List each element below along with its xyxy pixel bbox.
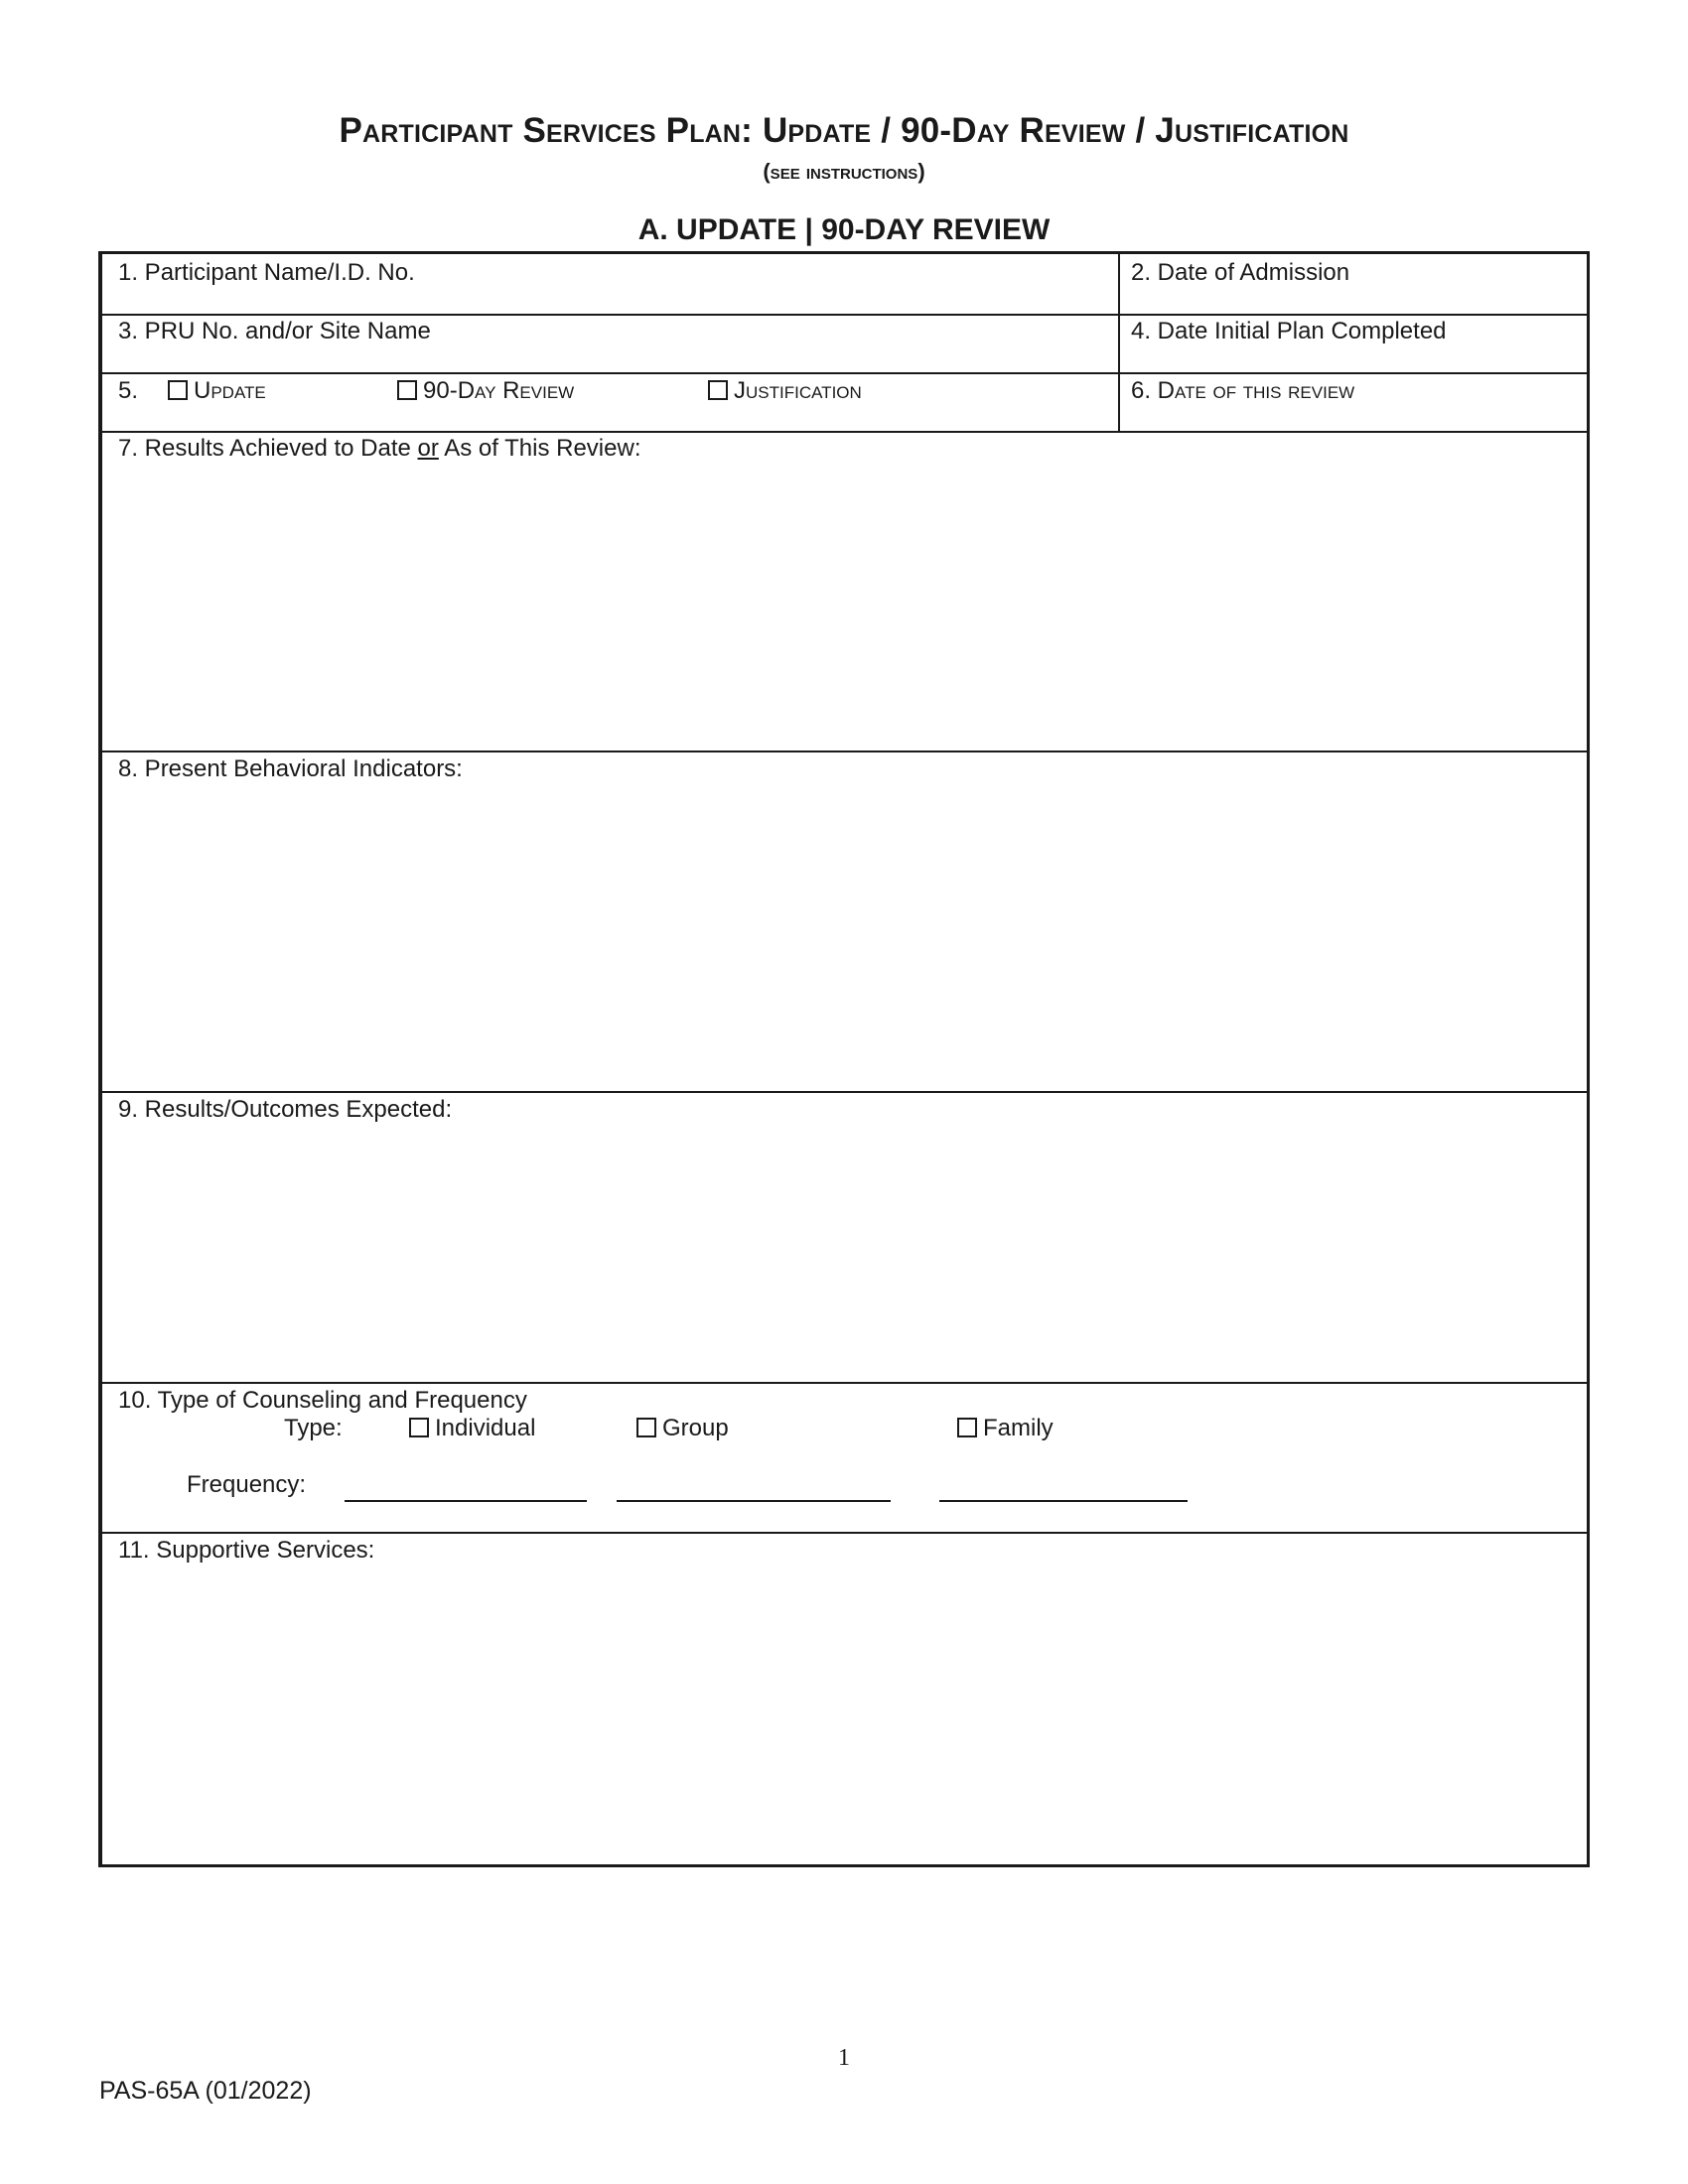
behavioral-indicators-label: 8. Present Behavioral Indicators: (118, 755, 463, 782)
pru-site-label: 3. PRU No. and/or Site Name (118, 318, 431, 344)
frequency-label: Frequency: (187, 1471, 307, 1498)
row-divider-4 (102, 751, 1587, 752)
frequency-family-line[interactable] (939, 1500, 1188, 1502)
update-label: Update (194, 377, 266, 404)
individual-label: Individual (435, 1415, 536, 1441)
date-of-admission-label: 2. Date of Admission (1131, 259, 1350, 286)
column-divider (1118, 254, 1120, 433)
supportive-services-label: 11. Supportive Services: (118, 1537, 375, 1564)
date-of-review-label: 6. Date of this review (1131, 377, 1355, 404)
form-title: Participant Services Plan: Update / 90-Day Review / Justification (339, 111, 1349, 150)
group-label: Group (662, 1415, 729, 1441)
row-divider-3 (102, 431, 1587, 433)
90-day-review-checkbox[interactable] (397, 380, 417, 400)
option-individual[interactable] (409, 1415, 535, 1442)
frequency-individual-line[interactable] (345, 1500, 587, 1502)
option-justification[interactable] (708, 377, 862, 405)
option-family[interactable] (957, 1415, 1054, 1442)
counseling-type-label: 10. Type of Counseling and Frequency (118, 1387, 527, 1414)
row-divider-5 (102, 1091, 1587, 1093)
section-heading: A. UPDATE | 90-DAY REVIEW (637, 213, 1051, 246)
individual-checkbox[interactable] (409, 1418, 429, 1437)
family-label: Family (983, 1415, 1054, 1441)
review-type-number: 5. (118, 377, 139, 404)
update-checkbox[interactable] (168, 380, 188, 400)
90-day-review-label: 90-Day Review (423, 377, 575, 404)
results-achieved-label (118, 435, 640, 463)
page-number: 1 (838, 2045, 850, 2071)
row-divider-1 (102, 314, 1587, 316)
date-initial-plan-label: 4. Date Initial Plan Completed (1131, 318, 1447, 344)
family-checkbox[interactable] (957, 1418, 977, 1437)
group-checkbox[interactable] (636, 1418, 656, 1437)
option-group[interactable] (636, 1415, 729, 1442)
type-label: Type: (284, 1415, 343, 1441)
justification-label: Justification (734, 377, 862, 404)
outcomes-expected-label: 9. Results/Outcomes Expected: (118, 1096, 453, 1123)
row-divider-7 (102, 1532, 1587, 1534)
row-divider-2 (102, 372, 1587, 374)
results-achieved-or: or (417, 435, 439, 462)
justification-checkbox[interactable] (708, 380, 728, 400)
participant-name-label: 1. Participant Name/I.D. No. (118, 259, 415, 286)
results-achieved-text-2: As of This Review: (438, 435, 641, 462)
form-table (98, 251, 1590, 1867)
option-90-day-review[interactable] (397, 377, 574, 405)
row-divider-6 (102, 1382, 1587, 1384)
option-update[interactable] (168, 377, 266, 405)
frequency-group-line[interactable] (617, 1500, 891, 1502)
results-achieved-text-1: 7. Results Achieved to Date (118, 435, 418, 462)
form-subtitle: (see instructions) (763, 159, 925, 184)
form-id: PAS-65A (01/2022) (99, 2077, 312, 2105)
